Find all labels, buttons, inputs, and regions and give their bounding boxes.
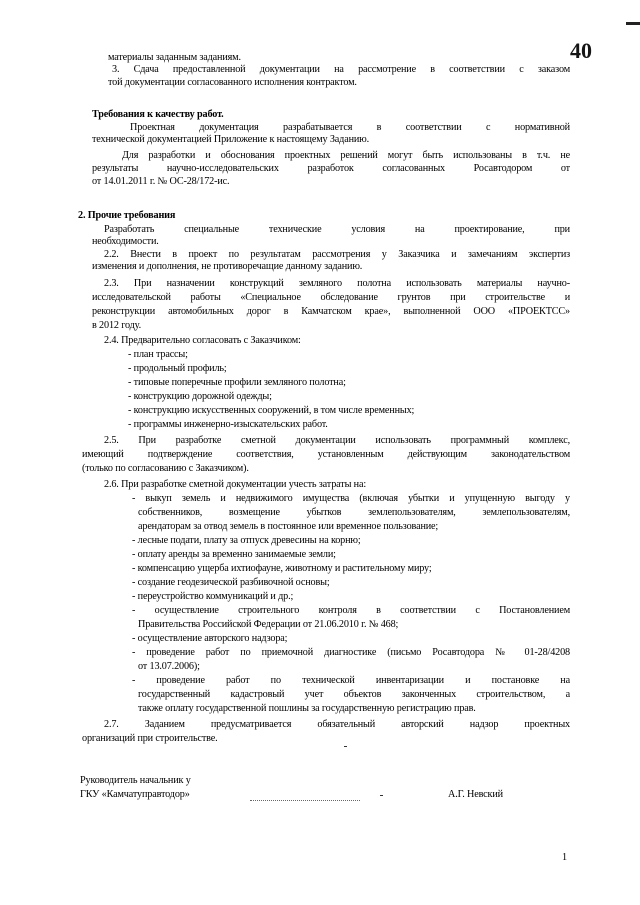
text-line: от 14.01.2011 г. № ОС-28/172-ис. [92, 176, 230, 187]
text-line: Для разработки и обоснования проектных решений могут быть использованы в т.ч. не [122, 150, 570, 161]
list-item: от 13.07.2006); [138, 661, 200, 672]
text-line: 2.7. Заданием предусматривается обязательный авторский надзор проектных [104, 719, 570, 730]
list-item: - лесные подати, плату за отпуск древесины на корню; [132, 535, 361, 546]
scan-speck [344, 746, 347, 747]
text-line: в 2012 году. [92, 320, 142, 331]
text-line: (только по согласованию с Заказчиком). [82, 463, 249, 474]
page-number-top: 40 [570, 38, 592, 63]
signatory-organization: ГКУ «Камчатуправтодор» [80, 789, 190, 800]
text-line: 2.2. Внести в проект по результатам рассмотрения у Заказчика и замечаниям экспертиз [104, 249, 570, 260]
text-line: той документации согласованного исполнения контрактом. [108, 77, 357, 88]
list-item: также оплату государственной пошлины за государственную регистрацию прав. [138, 703, 476, 714]
scan-speck [380, 795, 383, 796]
list-item: - осуществление авторского надзора; [132, 633, 288, 644]
list-item: собственников, возмещение убытков землепользователям, землепользователям, [138, 507, 570, 518]
signatory-name: А.Г. Невский [448, 789, 503, 800]
page-number-bottom: 1 [562, 852, 567, 863]
list-item: - программы инженерно-изыскательских работ. [128, 419, 328, 430]
list-item: Правительства Российской Федерации от 21.06.2010 г. № 468; [138, 619, 399, 630]
text-line: реконструкции автомобильных дорог в Камчатском крае», выполненной ООО «ПРОЕКТСС» [92, 306, 570, 317]
text-line: Проектная документация разрабатывается в соответствии с нормативной [130, 122, 570, 133]
list-item: - план трассы; [128, 349, 188, 360]
text-line: необходимости. [92, 236, 159, 247]
text-line: 2.4. Предварительно согласовать с Заказчиком: [104, 335, 301, 346]
list-item: - компенсацию ущерба ихтиофауне, животному и растительному миру; [132, 563, 432, 574]
text-line: исследовательской работы «Специальное обследование грунтов при строительстве и [92, 292, 570, 303]
list-item: - конструкцию дорожной одежды; [128, 391, 272, 402]
signatory-title: Руководитель начальник у [80, 775, 191, 786]
section-heading: 2. Прочие требования [78, 210, 176, 221]
text-line: Разработать специальные технические условия на проектирование, при [104, 224, 570, 235]
text-line: 3. Сдача предоставленной документации на рассмотрение в соответствии с заказом [112, 64, 570, 75]
list-item: - продольный профиль; [128, 363, 227, 374]
list-item: - конструкцию искусственных сооружений, в том числе временных; [128, 405, 415, 416]
text-line: 2.6. При разработке сметной документации учесть затраты на: [104, 479, 367, 490]
list-item: - выкуп земель и недвижимого имущества (включая убытки и упущенную выгоду у [132, 493, 570, 504]
text-line: организаций при строительстве. [82, 733, 218, 744]
section-heading: Требования к качеству работ. [92, 109, 224, 120]
text-line: технической документацией Приложение к настоящему Заданию. [92, 134, 370, 145]
text-line: 2.3. При назначении конструкций земляного полотна использовать материалы научно- [104, 278, 570, 289]
list-item: - типовые поперечные профили земляного полотна; [128, 377, 346, 388]
list-item: - проведение работ по технической инвентаризации и постановке на [132, 675, 570, 686]
list-item: арендаторам за отвод земель в постоянное или временное пользование; [138, 521, 439, 532]
list-item: - создание геодезической разбивочной основы; [132, 577, 330, 588]
list-item: - оплату аренды за временно занимаемые земли; [132, 549, 336, 560]
text-line: имеющий подтверждение соответствия, установленным действующим законодательством [82, 449, 570, 460]
text-line: результаты научно-исследовательских разработок согласованных Росавтодором от [92, 163, 570, 174]
list-item: - проведение работ по приемочной диагностике (письмо Росавтодора № 01-28/4208 [132, 647, 570, 658]
scan-edge-mark [626, 22, 640, 25]
list-item: государственный кадастровый учет объектов законченных строительством, а [138, 689, 570, 700]
list-item: - переустройство коммуникаций и др.; [132, 591, 294, 602]
signature-line [250, 800, 360, 801]
text-line: материалы заданным заданиям. [108, 52, 241, 63]
text-line: 2.5. При разработке сметной документации использовать программный комплекс, [104, 435, 570, 446]
list-item: - осуществление строительного контроля в соответствии с Постановлением [132, 605, 570, 616]
text-line: изменения и дополнения, не противоречащие данному заданию. [92, 261, 363, 272]
